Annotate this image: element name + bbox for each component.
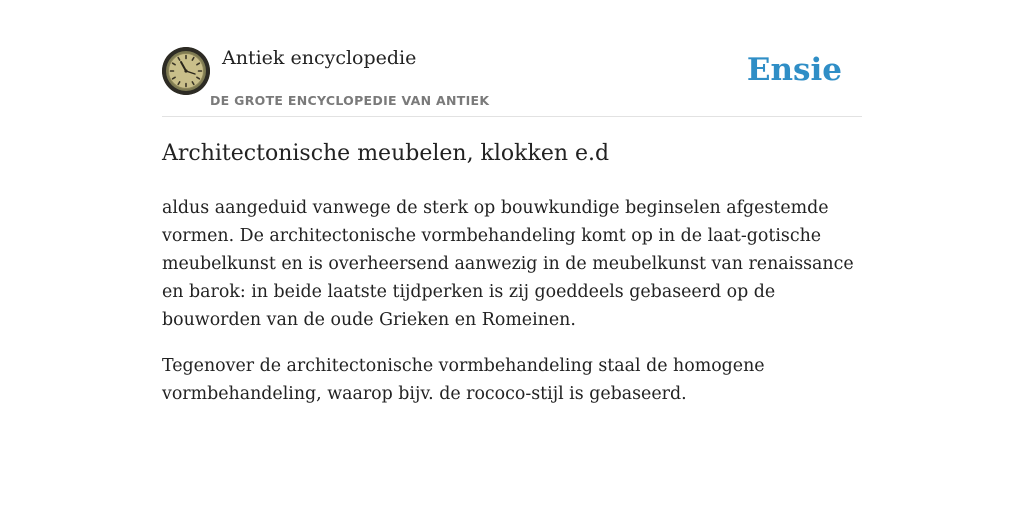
article xyxy=(162,138,862,408)
article-title: Architectonische meubelen, klokken e.d xyxy=(162,141,610,166)
ensie-logo[interactable]: Ensie xyxy=(746,52,842,88)
article-paragraph: Tegenover de architectonische vormbehandeling staal de homogene vormbehandeling, waarop bijv. de rococo-stijl is gebaseerd. xyxy=(162,356,765,404)
site-title[interactable]: Antiek encyclopedie xyxy=(222,47,417,69)
article-paragraph: aldus aangeduid vanwege de sterk op bouwkundige beginselen afgestemde vormen. De architectonische vormbehandeling komt op in de laat-gotische meubelkunst en is overheersend aanwezig in de meubelkunst van renaissance en barok: in beide laatste tijdperken is zij goeddeels gebaseerd op de bouworden van de oude Grieken en Romeinen. xyxy=(162,198,854,330)
site-subtitle: DE GROTE ENCYCLOPEDIE VAN ANTIEK xyxy=(210,93,490,108)
clock-icon[interactable] xyxy=(162,47,210,95)
site-header xyxy=(162,0,862,117)
